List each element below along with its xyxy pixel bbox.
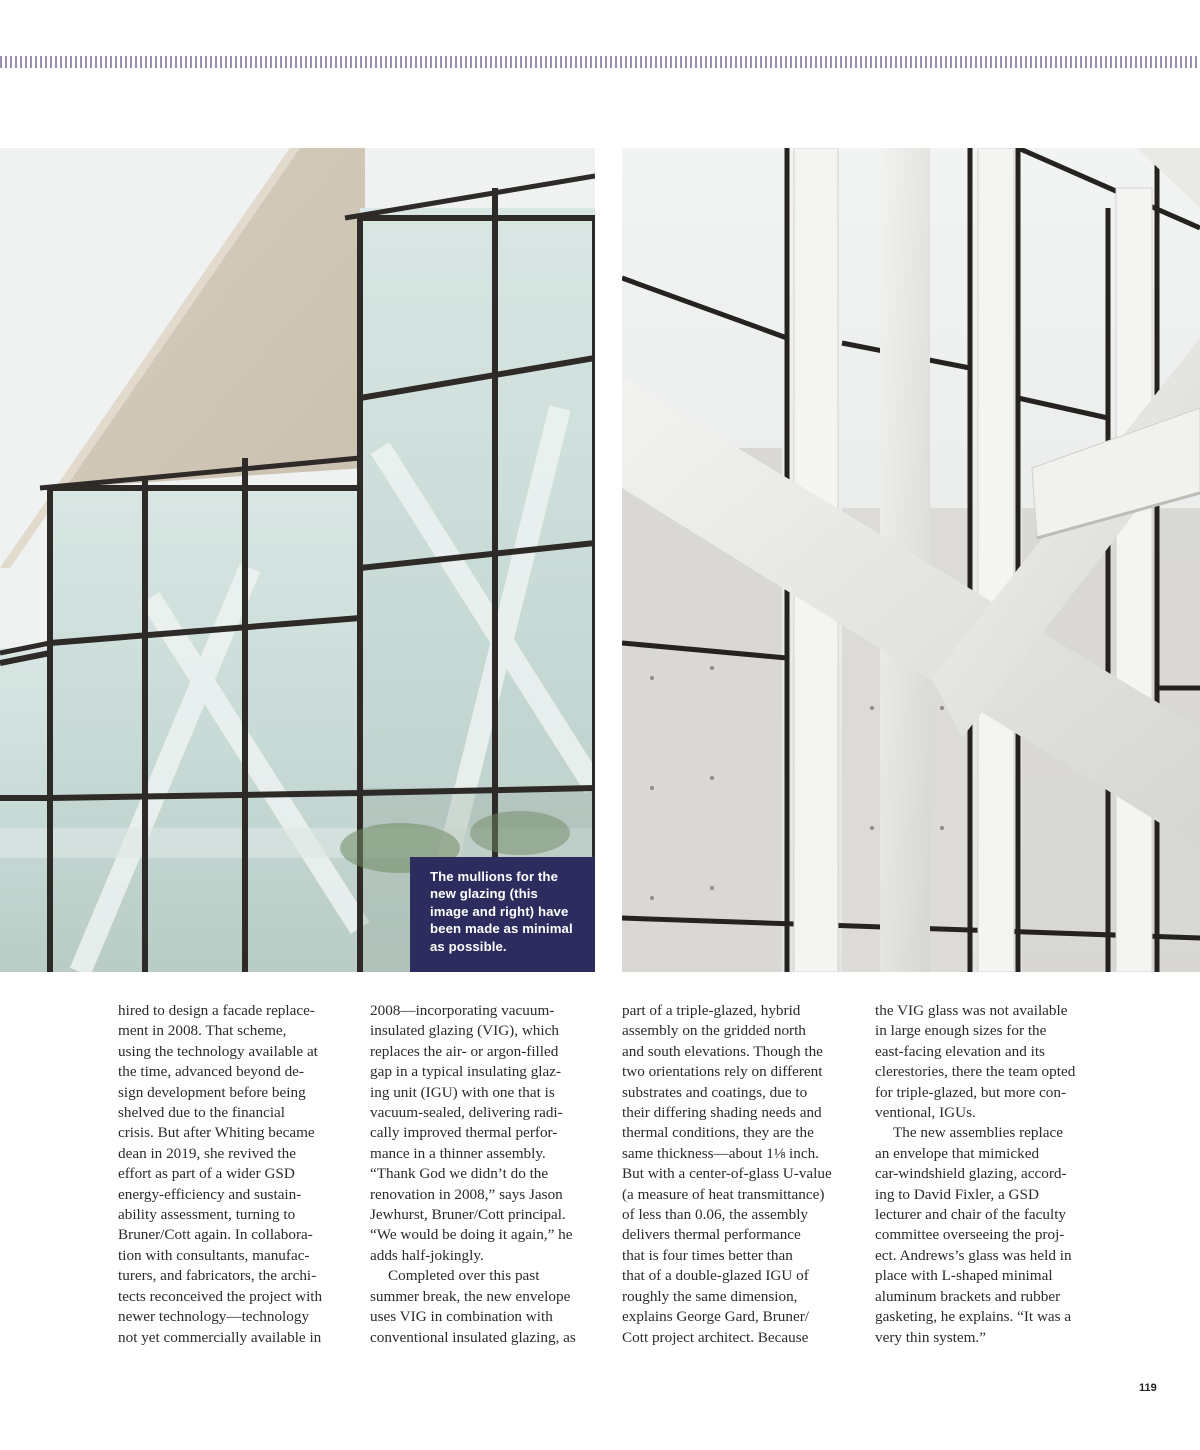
body-line: insulated glazing (VIG), which xyxy=(370,1022,559,1040)
body-line: ing unit (IGU) with one that is xyxy=(370,1083,555,1101)
body-line: vacuum-sealed, delivering radi- xyxy=(370,1104,563,1122)
body-line: ment in 2008. That scheme, xyxy=(118,1022,287,1040)
body-line: conventional insulated glazing, as xyxy=(370,1328,576,1346)
body-column-4 xyxy=(875,1001,1107,1348)
page-number: 119 xyxy=(1139,1382,1157,1394)
body-line: 2008—incorporating vacuum- xyxy=(370,1002,555,1019)
body-line: gasketing, he explains. “It was a xyxy=(875,1308,1072,1326)
body-line: turers, and fabricators, the archi- xyxy=(118,1267,317,1285)
body-line: renovation in 2008,” says Jason xyxy=(370,1185,563,1203)
body-line: very thin system.” xyxy=(875,1328,986,1346)
body-line: newer technology—technology xyxy=(118,1308,310,1326)
body-line: of less than 0.06, the assembly xyxy=(622,1206,809,1224)
body-line: cally improved thermal perfor- xyxy=(370,1124,558,1142)
body-line: their differing shading needs and xyxy=(622,1104,822,1122)
body-line: summer break, the new envelope xyxy=(370,1287,571,1305)
body-line: place with L-shaped minimal xyxy=(875,1267,1053,1285)
body-line: ventional, IGUs. xyxy=(875,1104,976,1122)
body-line: adds half-jokingly. xyxy=(370,1246,484,1264)
body-line: effort as part of a wider GSD xyxy=(118,1165,295,1183)
body-line: uses VIG in combination with xyxy=(370,1308,553,1326)
decorative-top-rule xyxy=(0,56,1200,68)
body-line: crisis. But after Whiting became xyxy=(118,1124,315,1142)
body-line: explains George Gard, Bruner/ xyxy=(622,1308,809,1326)
photo-facade-glazing xyxy=(0,148,595,972)
body-line: and south elevations. Though the xyxy=(622,1042,823,1060)
caption-line: The mullions for the xyxy=(430,869,559,884)
body-line: not yet commercially available in xyxy=(118,1328,322,1346)
body-line: dean in 2019, she revived the xyxy=(118,1144,296,1162)
body-line: But with a center-of-glass U-value xyxy=(622,1165,832,1183)
body-line: “Thank God we didn’t do the xyxy=(370,1165,549,1183)
body-line: using the technology available at xyxy=(118,1042,318,1060)
body-column-2 xyxy=(370,1001,602,1348)
body-line: Cott project architect. Because xyxy=(622,1328,809,1346)
body-line: two orientations rely on different xyxy=(622,1063,823,1081)
body-line: thermal conditions, they are the xyxy=(622,1124,814,1142)
body-line: assembly on the gridded north xyxy=(622,1022,806,1040)
body-line: tion with consultants, manufac- xyxy=(118,1246,310,1264)
body-line: in large enough sizes for the xyxy=(875,1022,1047,1040)
body-line: “We would be doing it again,” he xyxy=(370,1226,573,1244)
body-line: aluminum brackets and rubber xyxy=(875,1287,1061,1305)
body-line: Jewhurst, Bruner/Cott principal. xyxy=(370,1206,566,1224)
body-line: substrates and coatings, due to xyxy=(622,1083,808,1101)
facade-illustration xyxy=(0,148,595,972)
caption-line: new glazing (this xyxy=(430,886,538,902)
caption-line: as possible. xyxy=(430,938,507,954)
interior-illustration xyxy=(622,148,1200,972)
body-column-3 xyxy=(622,1001,854,1348)
body-line: delivers thermal performance xyxy=(622,1226,801,1244)
body-line: committee overseeing the proj- xyxy=(875,1226,1065,1244)
body-line: gap in a typical insulating glaz- xyxy=(370,1063,562,1081)
body-line: Completed over this past xyxy=(388,1267,540,1285)
body-line: tects reconceived the project with xyxy=(118,1287,323,1305)
body-line: energy-efficiency and sustain- xyxy=(118,1185,302,1203)
body-line: Bruner/Cott again. In collabora- xyxy=(118,1226,313,1244)
body-line: replaces the air- or argon-filled xyxy=(370,1042,559,1060)
body-line: that is four times better than xyxy=(622,1246,793,1264)
body-line: mance in a thinner assembly. xyxy=(370,1144,546,1162)
body-line: an envelope that mimicked xyxy=(875,1144,1040,1162)
body-line: hired to design a facade replace- xyxy=(118,1002,315,1019)
body-line: car-windshield glazing, accord- xyxy=(875,1165,1067,1183)
body-line: east-facing elevation and its xyxy=(875,1042,1045,1060)
body-line: lecturer and chair of the faculty xyxy=(875,1206,1067,1224)
body-line: shelved due to the financial xyxy=(118,1104,286,1122)
photo-interior-columns xyxy=(622,148,1200,972)
caption-line: image and right) have xyxy=(430,903,569,919)
body-line: ability assessment, turning to xyxy=(118,1206,296,1224)
body-line: the time, advanced beyond de- xyxy=(118,1063,304,1081)
caption-line: been made as minimal xyxy=(430,921,573,937)
body-line: roughly the same dimension, xyxy=(622,1287,798,1305)
body-line: for triple-glazed, but more con- xyxy=(875,1083,1067,1101)
body-line: same thickness—about 1⅛ inch. xyxy=(622,1144,819,1162)
body-line: (a measure of heat transmittance) xyxy=(622,1185,825,1203)
body-line: that of a double-glazed IGU of xyxy=(622,1267,809,1285)
body-line: ing to David Fixler, a GSD xyxy=(875,1185,1039,1203)
body-line: part of a triple-glazed, hybrid xyxy=(622,1002,801,1019)
body-line: clerestories, there the team opted xyxy=(875,1063,1076,1081)
body-line: the VIG glass was not available xyxy=(875,1002,1068,1019)
body-line: The new assemblies replace xyxy=(893,1124,1063,1142)
photo-caption xyxy=(410,857,595,972)
body-line: ect. Andrews’s glass was held in xyxy=(875,1246,1072,1264)
body-column-1 xyxy=(118,1001,350,1348)
body-line: sign development before being xyxy=(118,1083,306,1101)
